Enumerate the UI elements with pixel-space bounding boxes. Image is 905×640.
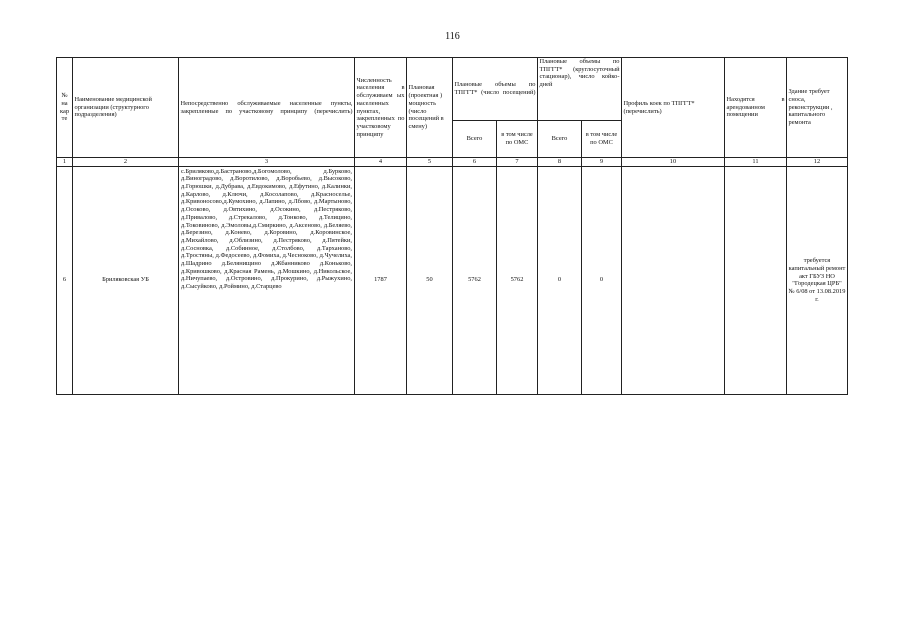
col-number: 7 xyxy=(497,158,538,167)
col-number: 3 xyxy=(179,158,355,167)
col-number: 2 xyxy=(73,158,179,167)
header-visits-total: Всего xyxy=(453,121,497,158)
row-visits-total: 5762 xyxy=(453,166,497,394)
row-beds-total: 0 xyxy=(538,166,582,394)
row-profile xyxy=(622,166,725,394)
col-number: 6 xyxy=(453,158,497,167)
header-rented: Находятся в арендованном помещении xyxy=(725,58,787,158)
col-number: 9 xyxy=(582,158,622,167)
col-number: 10 xyxy=(622,158,725,167)
col-number: 1 xyxy=(57,158,73,167)
row-visits-oms: 5762 xyxy=(497,166,538,394)
header-settlements: Непосредственно обслуживаемые населенные пункты, закрепленные по участковому принципу (перечислить) xyxy=(179,58,355,158)
header-beds-group: Плановые объемы по ТПГГТ* (круглосуточный стационар), число койко-дней xyxy=(538,58,622,121)
col-number: 4 xyxy=(355,158,407,167)
header-beds-total: Всего xyxy=(538,121,582,158)
col-number: 12 xyxy=(787,158,848,167)
row-population: 1787 xyxy=(355,166,407,394)
page-number: 116 xyxy=(445,31,460,42)
row-settlements: с.Бриляково,д.Бастраново,д.Богомолово, д.Бурково, д.Виноградово, д.Воротилово, д.Воробьево, д.Высоково, д.Горюшки, д.Дубрава, д.Евдокимово, д.Ефутино, д.Калинки, д.Карлово, д.Ключи, д.Косолапово, д.Красноселье, д.Кривоносово,д.Кумохино, д.Лапино, д.Лбово, д.Мартыново, д.Осоково, д.Овтихино, д.Осокино, д.Пестряково, д.Привалово, д.Стрекалово, д.Тонково, д.Телицино, д.Токовиново, д.Эмоловы,д.Смиркино, д.Аксеново, д.Беляево, д.Березино, д.Конево, д.Коровино, д.Коровинское, д.Михайлово, д.Облизино, д.Пестряково, д.Пятейки, д.Сосновка, д.Собинное, д.Столбово, д.Тарханово, д.Тростяны, д.Федосеево, д.Фомиха, д.Чесноково, д.Чучелиха, д.Шадрино д.Белянищино д.Жбанниково д.Коньково, д.Кривошково, д.Красная Рамень, д.Мошкино, д.Никольское, д.Ничупаево, д.Островино, д.Прокурино, д.Рыжухино, д.Сысуйково, д.Роймино, д.Старцево xyxy=(179,166,355,394)
header-repair: Здание требует сноса, реконструкции , капитального ремонта xyxy=(787,58,848,158)
row-rented xyxy=(725,166,787,394)
column-number-row xyxy=(57,158,848,167)
header-population: Численность населения в обслуживаем ых населенных пунктах, закрепленных по участковому принципу xyxy=(355,58,407,158)
row-beds-oms: 0 xyxy=(582,166,622,394)
header-org: Наименование медицинской организации (структурного подразделения) xyxy=(73,58,179,158)
header-visits-oms: в том числе по ОМС xyxy=(497,121,538,158)
row-repair: требуется капитальный ремонт акт ГБУЗ НО "Городецкая ЦРБ" № 6/08 от 13.08.2019 г. xyxy=(787,166,848,394)
col-number: 8 xyxy=(538,158,582,167)
row-org: Бриляковская УБ xyxy=(73,166,179,394)
header-capacity: Плановая (проектная ) мощность (число посещений в смену) xyxy=(407,58,453,158)
facility-table xyxy=(56,57,848,395)
row-num: 6 xyxy=(57,166,73,394)
col-number: 11 xyxy=(725,158,787,167)
header-num: № на кар те xyxy=(57,58,73,158)
table-row xyxy=(57,166,848,394)
header-visits-group: Плановые объемы по ТПГГТ* (число посещений) xyxy=(453,58,538,121)
header-beds-oms: в том числе по ОМС xyxy=(582,121,622,158)
header-profile: Профиль коек по ТПГГТ* (перечислить) xyxy=(622,58,725,158)
row-capacity: 50 xyxy=(407,166,453,394)
col-number: 5 xyxy=(407,158,453,167)
